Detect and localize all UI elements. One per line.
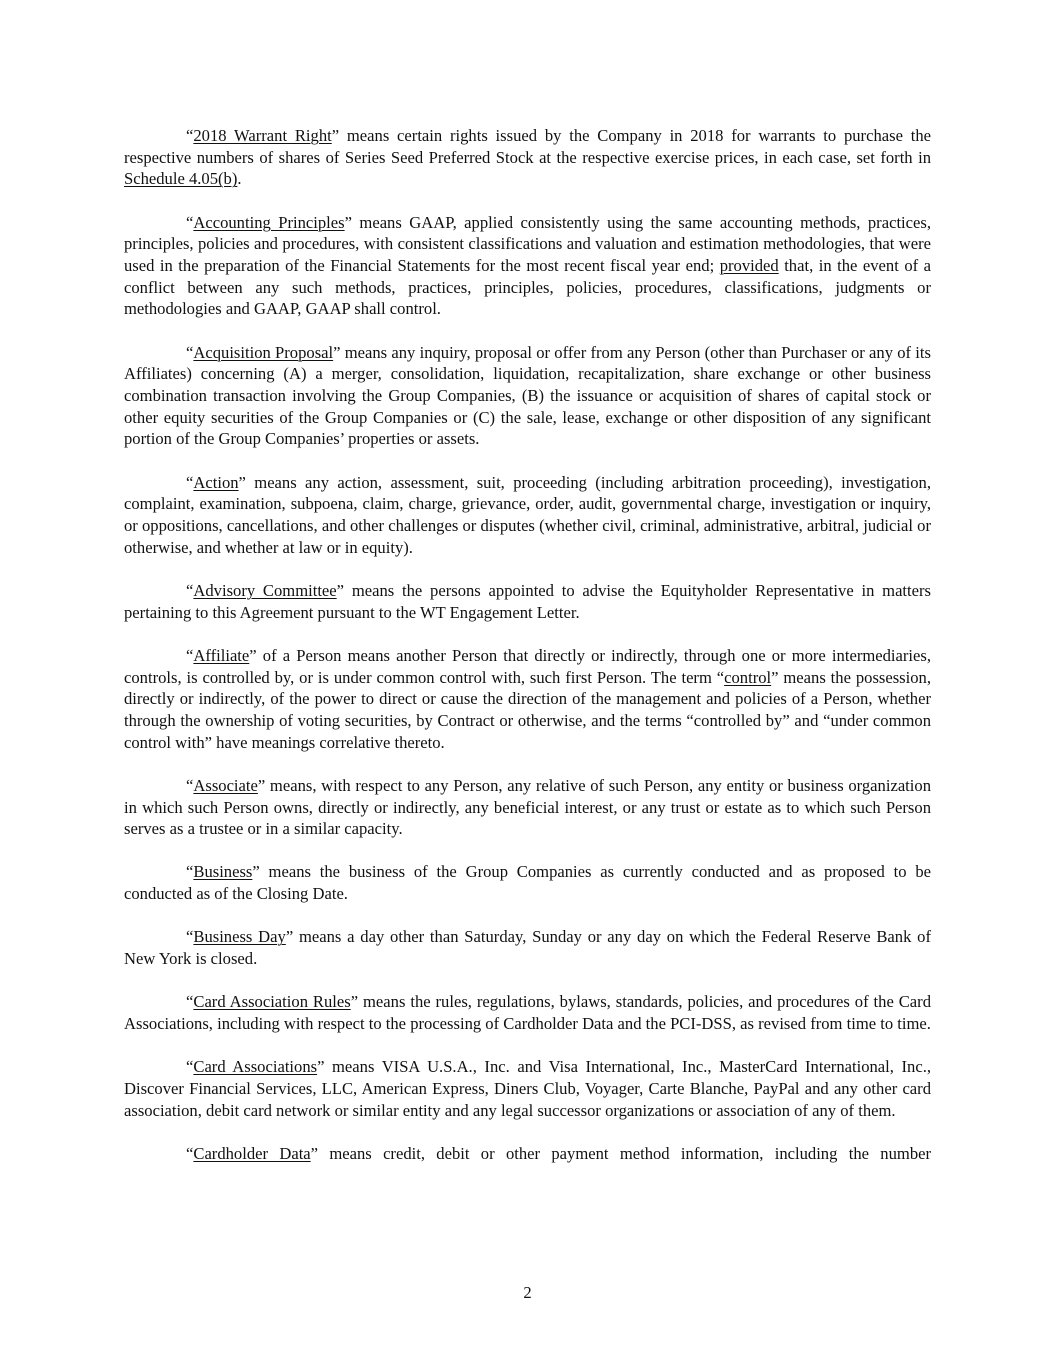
definition-text: ” means GAAP, applied consistently using the same accounting methods, practices, principles, policies and procedures, with consistent classifications and valuation and estimation methodologies, that were used in the preparation of the Financial Statements for the most recent fiscal year end; [124,212,931,276]
schedule-reference: Schedule 4.05(b) [124,169,238,189]
definition-action: “Action” means any action, assessment, suit, proceeding (including arbitration proceeding), investigation, complaint, examination, subpoena, claim, charge, grievance, order, audit, governmental charge, investigation or inquiry, or oppositions, cancellations, and other challenges or disputes (whether civil, criminal, administrative, arbitral, judicial or otherwise, and whether at law or in equity). [124,472,931,557]
defined-term: Business Day [193,927,286,947]
definition-text: ” of a Person means another Person that directly or indirectly, through one or more intermediaries, controls, is controlled by, or is under common control with, such first Person. The term “ [124,645,931,687]
page-number: 2 [523,1283,532,1302]
defined-term: Card Associations [193,1057,318,1077]
definition-text-tail: that, in the event of a conflict between any such methods, practices, principles, policies, procedures, classifications, judgments or methodologies and GAAP, GAAP shall control. [124,256,931,319]
definition-business-day: “Business Day” means a day other than Saturday, Sunday or any day on which the Federal Reserve Bank of New York is closed. [124,927,931,969]
provided-keyword: provided [719,256,779,276]
definition-business: “Business” means the business of the Group Companies as currently conducted and as proposed to be conducted as of the Closing Date. [124,862,931,904]
control-term: control [724,667,772,687]
definition-advisory-committee: “Advisory Committee” means the persons appointed to advise the Equityholder Representative in matters pertaining to this Agreement pursuant to the WT Engagement Letter. [124,580,931,622]
definition-associate: “Associate” means, with respect to any Person, any relative of such Person, any entity or business organization in which such Person owns, directly or indirectly, any beneficial interest, or any trust or estate as to which such Person serves as a trustee or in a similar capacity. [124,775,931,839]
document-page [124,125,931,1165]
definition-accounting-principles: “Accounting Principles” means GAAP, applied consistently using the same accounting methods, practices, principles, policies and procedures, with consistent classifications and valuation and estimation methodologies, that were used in the preparation of the Financial Statements for the most recent fiscal year end; provided that, in the event of a conflict between any such methods, practices, principles, policies, procedures, classifications, judgments or methodologies and GAAP, GAAP shall control. [124,212,931,319]
defined-term: Acquisition Proposal [193,342,334,362]
definition-text-tail: . [237,169,242,189]
definition-text: ” means the business of the Group Companies as currently conducted and as proposed to be conducted as of the Closing Date. [124,862,931,904]
definition-text: ” means credit, debit or other payment method information, including the number [310,1143,932,1163]
defined-term: Cardholder Data [193,1143,311,1163]
defined-term: Advisory Committee [193,580,337,600]
defined-term: Associate [193,775,258,795]
defined-term: Card Association Rules [193,992,351,1012]
definition-text: ” means the persons appointed to advise the Equityholder Representative in matters pertaining to this Agreement pursuant to the WT Engagement Letter. [124,580,931,622]
definition-text: ” means, with respect to any Person, any relative of such Person, any entity or business organization in which such Person owns, directly or indirectly, any beneficial interest, or any trust or estate as to which such Person serves as a trustee or in a similar capacity. [124,775,931,839]
definition-card-associations: “Card Associations” means VISA U.S.A., Inc. and Visa International, Inc., MasterCard International, Inc., Discover Financial Services, LLC, American Express, Diners Club, Voyager, Carte Blanche, PayPal and any other card association, debit card network or similar entity and any legal successor organizations or association of any of them. [124,1057,931,1120]
definition-affiliate: “Affiliate” of a Person means another Person that directly or indirectly, through one or more intermediaries, controls, is controlled by, or is under common control with, such first Person. The term “control” means the possession, directly or indirectly, of the power to direct or cause the direction of the management and policies of a Person, whether through the ownership of voting securities, by Contract or otherwise, and the terms “controlled by” and “under common control with” have meanings correlative thereto. [124,645,931,752]
defined-term: Affiliate [193,645,250,665]
definition-text: ” means certain rights issued by the Company in 2018 for warrants to purchase the respective numbers of shares of Series Seed Preferred Stock at the respective exercise prices, in each case, set forth in [124,126,931,167]
definition-cardholder-data: “Cardholder Data” means credit, debit or other payment method information, including the number [186,1143,932,1163]
definition-text-tail: ” means the possession, directly or indirectly, of the power to direct or cause the direction of the management and policies of a Person, whether through the ownership of voting securities, by Contract or otherwise, and the terms “controlled by” and “under common control with” have meanings correlative thereto. [124,667,931,752]
defined-term: Business [193,862,253,882]
definition-text: ” means any inquiry, proposal or offer from any Person (other than Purchaser or any of its Affiliates) concerning (A) a merger, consolidation, liquidation, recapitalization, share exchange or other business combination transaction involving the Group Companies, (B) the issuance or acquisition of shares of capital stock or other equity securities of the Group Companies or (C) the sale, lease, exchange or other disposition of any significant portion of the Group Companies’ properties or assets. [124,342,931,449]
defined-term: Action [193,472,239,492]
definition-text: ” means any action, assessment, suit, proceeding (including arbitration proceeding), investigation, complaint, examination, subpoena, claim, charge, grievance, order, audit, governmental charge, investigation or inquiry, or oppositions, cancellations, and other challenges or disputes (whether civil, criminal, administrative, arbitral, judicial or otherwise, and whether at law or in equity). [124,472,931,557]
defined-term: 2018 Warrant Right [193,126,332,145]
definition-card-association-rules: “Card Association Rules” means the rules, regulations, bylaws, standards, policies, and procedures of the Card Associations, including with respect to the processing of Cardholder Data and the PCI-DSS, as revised from time to time. [124,992,931,1033]
definition-2018-warrant-right: “2018 Warrant Right” means certain rights issued by the Company in 2018 for warrants to purchase the respective numbers of shares of Series Seed Preferred Stock at the respective exercise prices, in each case, set forth in Schedule 4.05(b). [124,126,931,189]
definition-text: ” means the rules, regulations, bylaws, standards, policies, and procedures of the Card Associations, including with respect to the processing of Cardholder Data and the PCI-DSS, as revised from time to time. [124,992,931,1033]
definition-text: ” means a day other than Saturday, Sunday or any day on which the Federal Reserve Bank of New York is closed. [124,927,931,969]
definition-acquisition-proposal: “Acquisition Proposal” means any inquiry, proposal or offer from any Person (other than Purchaser or any of its Affiliates) concerning (A) a merger, consolidation, liquidation, recapitalization, share exchange or other business combination transaction involving the Group Companies, (B) the issuance or acquisition of shares of capital stock or other equity securities of the Group Companies or (C) the sale, lease, exchange or other disposition of any significant portion of the Group Companies’ properties or assets. [124,342,931,449]
definition-text: ” means VISA U.S.A., Inc. and Visa International, Inc., MasterCard International, Inc., Discover Financial Services, LLC, American Express, Diners Club, Voyager, Carte Blanche, PayPal and any other card association, debit card network or similar entity and any legal successor organizations or association of any of them. [124,1057,931,1120]
defined-term: Accounting Principles [193,212,345,232]
